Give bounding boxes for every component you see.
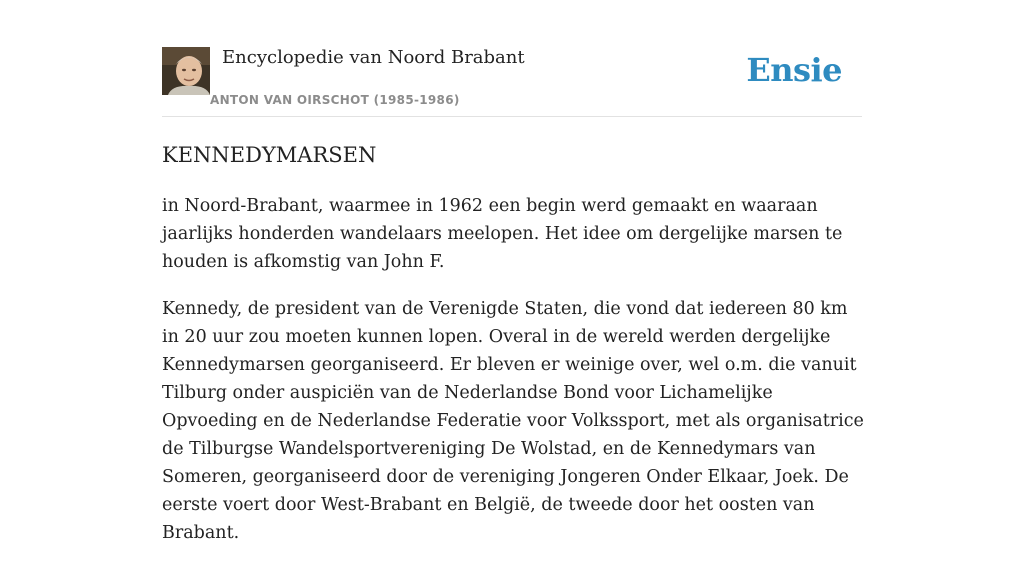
ensie-logo[interactable]: Ensie <box>746 51 842 89</box>
entry-title: KENNEDYMARSEN <box>162 143 377 167</box>
entry-paragraph: Kennedy, de president van de Verenigde Staten, die vond dat iedereen 80 km in 20 uur zou moeten kunnen lopen. Overal in de wereld werden dergelijke Kennedymarsen georganiseerd. Er bleven er weinige over, wel o.m. die vanuit Tilburg onder auspiciën van de Nederlandse Bond voor Lichamelijke Opvoeding en de Nederlandse Federatie voor Volkssport, met als organisatrice de Tilburgse Wandelsportvereniging De Wolstad, en de Kennedymars van Someren, georganiseerd door de vereniging Jongeren Onder Elkaar, Joek. De eerste voert door West-Brabant en België, de tweede door het oosten van Brabant. <box>162 299 864 543</box>
author-avatar[interactable] <box>162 47 210 95</box>
entry-paragraph: in Noord-Brabant, waarmee in 1962 een begin werd gemaakt en waaraan jaarlijks honderden wandelaars meelopen. Het idee om dergelijke marsen te houden is afkomstig van John F. <box>162 196 843 272</box>
book-title-link[interactable]: Encyclopedie van Noord Brabant <box>222 47 525 68</box>
page-header <box>162 0 862 117</box>
author-portrait-icon <box>162 47 210 95</box>
author-name[interactable]: ANTON VAN OIRSCHOT (1985-1986) <box>210 93 460 107</box>
entry-content <box>162 192 866 566</box>
